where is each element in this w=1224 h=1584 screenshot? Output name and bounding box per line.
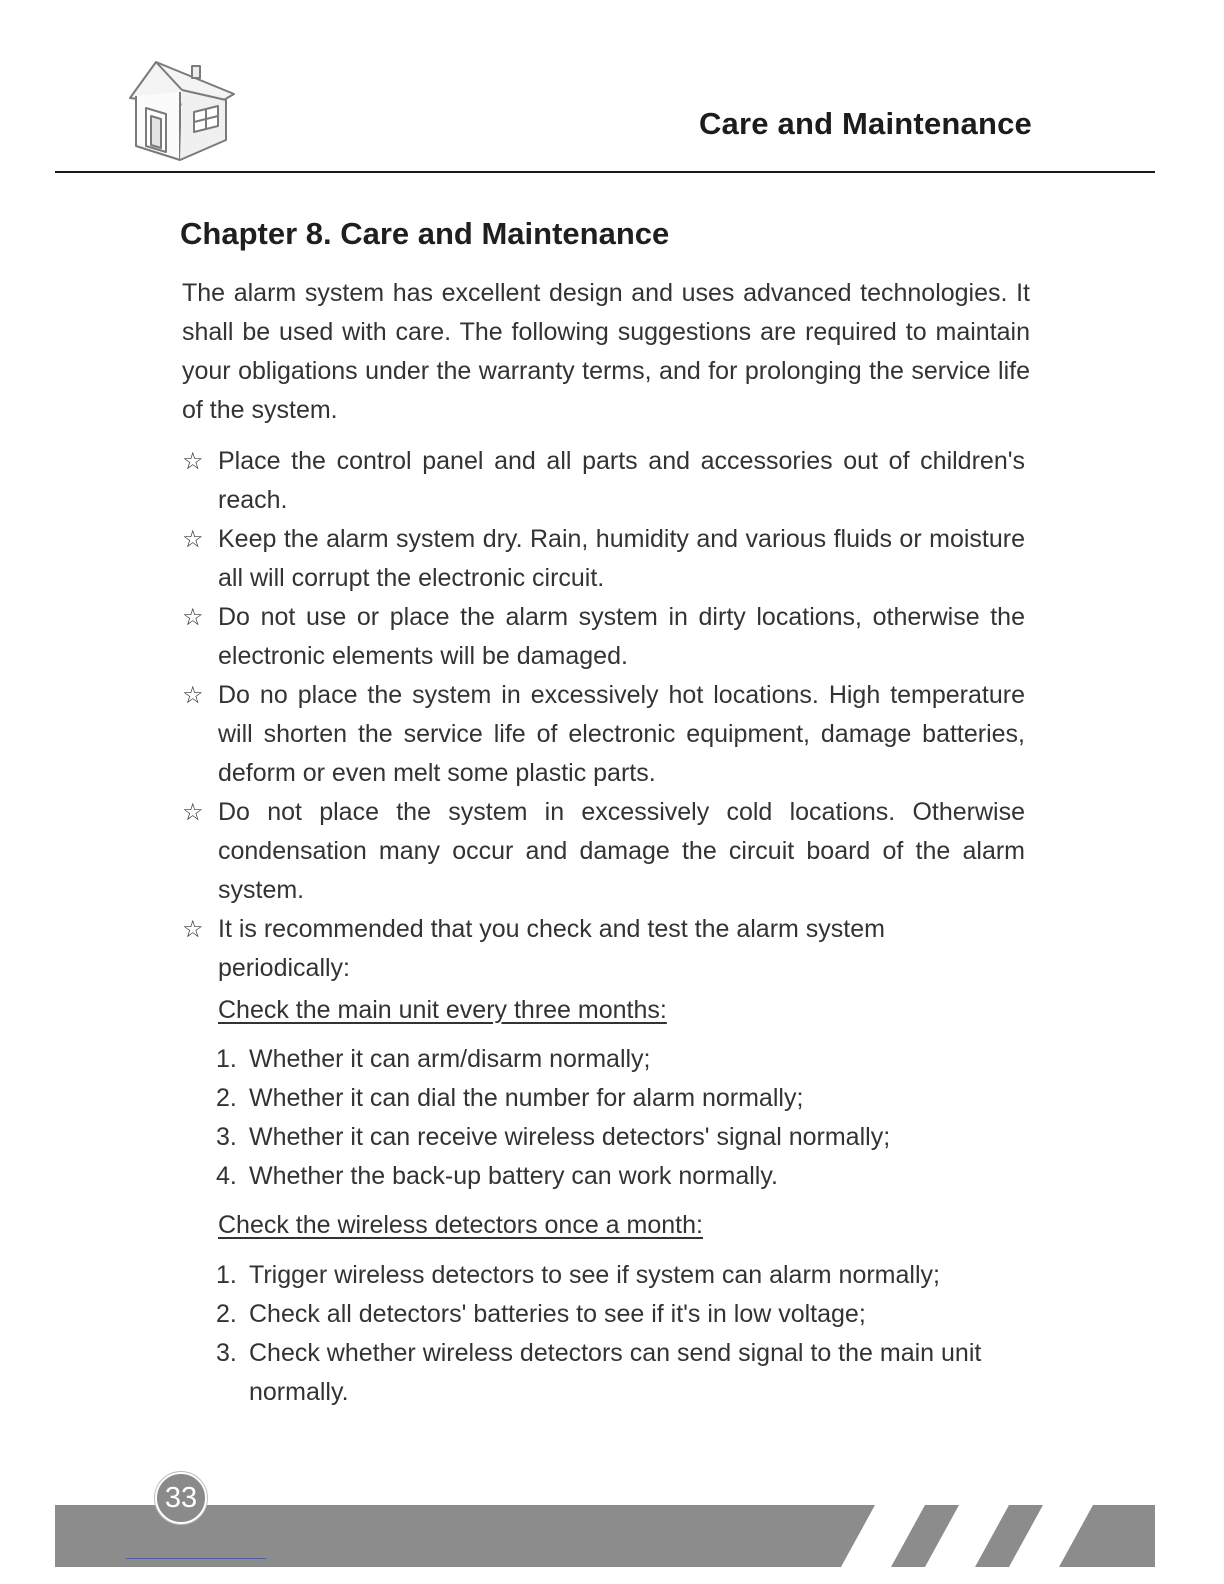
star-bullet-icon: ☆: [182, 526, 204, 553]
item-text: Whether the back-up battery can work normally.: [249, 1162, 778, 1190]
tip-text: It is recommended that you check and test the alarm system periodically:: [218, 915, 885, 982]
item-text: Whether it can arm/disarm normally;: [249, 1045, 651, 1073]
tip-item: [182, 442, 1025, 520]
tip-text: Do not use or place the alarm system in dirty locations, otherwise the electronic elements will be damaged.: [218, 603, 1025, 670]
header-divider: [55, 171, 1155, 173]
star-bullet-icon: ☆: [182, 682, 204, 709]
item-text: Whether it can dial the number for alarm normally;: [249, 1084, 804, 1112]
check-item: [216, 1334, 1046, 1412]
check-item: [216, 1157, 1046, 1196]
care-tips-list: [182, 442, 1025, 988]
tip-item: [182, 598, 1025, 676]
footer-link-underline: [126, 1558, 266, 1559]
tip-item: [182, 793, 1025, 910]
item-text: Check whether wireless detectors can send signal to the main unit normally.: [249, 1339, 982, 1406]
item-number: 2.: [216, 1084, 237, 1112]
star-bullet-icon: ☆: [182, 604, 204, 631]
item-number: 2.: [216, 1300, 237, 1328]
tip-item: [182, 520, 1025, 598]
check-item: [216, 1256, 1046, 1295]
detector-check-list: [216, 1256, 1046, 1412]
check-item: [216, 1040, 1046, 1079]
detector-check-heading: Check the wireless detectors once a month:: [218, 1211, 703, 1239]
check-item: [216, 1079, 1046, 1118]
check-item: [216, 1118, 1046, 1157]
running-header-title: Care and Maintenance: [698, 106, 1032, 141]
tip-item: [182, 910, 1025, 988]
tip-text: Place the control panel and all parts and accessories out of children's reach.: [218, 447, 1025, 514]
tip-text: Keep the alarm system dry. Rain, humidity and various fluids or moisture all will corrupt the electronic circuit.: [218, 525, 1025, 592]
page-number-badge: 33: [155, 1472, 207, 1524]
item-number: 3.: [216, 1339, 237, 1367]
item-text: Trigger wireless detectors to see if system can alarm normally;: [249, 1261, 940, 1289]
item-text: Whether it can receive wireless detectors' signal normally;: [249, 1123, 891, 1151]
chapter-title: Chapter 8. Care and Maintenance: [180, 216, 670, 251]
tip-text: Do no place the system in excessively hot locations. High temperature will shorten the service life of electronic equipment, damage batteries, deform or even melt some plastic parts.: [218, 681, 1025, 787]
star-bullet-icon: ☆: [182, 799, 204, 826]
tip-item: [182, 676, 1025, 793]
item-text: Check all detectors' batteries to see if it's in low voltage;: [249, 1300, 866, 1328]
item-number: 3.: [216, 1123, 237, 1151]
item-number: 4.: [216, 1162, 237, 1190]
main-unit-check-heading: Check the main unit every three months:: [218, 996, 667, 1024]
check-item: [216, 1295, 1046, 1334]
star-bullet-icon: ☆: [182, 916, 204, 943]
item-number: 1.: [216, 1045, 237, 1073]
tip-text: Do not place the system in excessively cold locations. Otherwise condensation many occur and damage the circuit board of the alarm system.: [218, 798, 1025, 904]
main-unit-check-list: [216, 1040, 1046, 1196]
item-number: 1.: [216, 1261, 237, 1289]
star-bullet-icon: ☆: [182, 448, 204, 475]
house-logo-icon: [126, 56, 238, 164]
intro-paragraph: The alarm system has excellent design and uses advanced technologies. It shall be used with care. The following suggestions are required to maintain your obligations under the warranty terms, and for prolonging the service life of the system.: [182, 279, 1030, 424]
